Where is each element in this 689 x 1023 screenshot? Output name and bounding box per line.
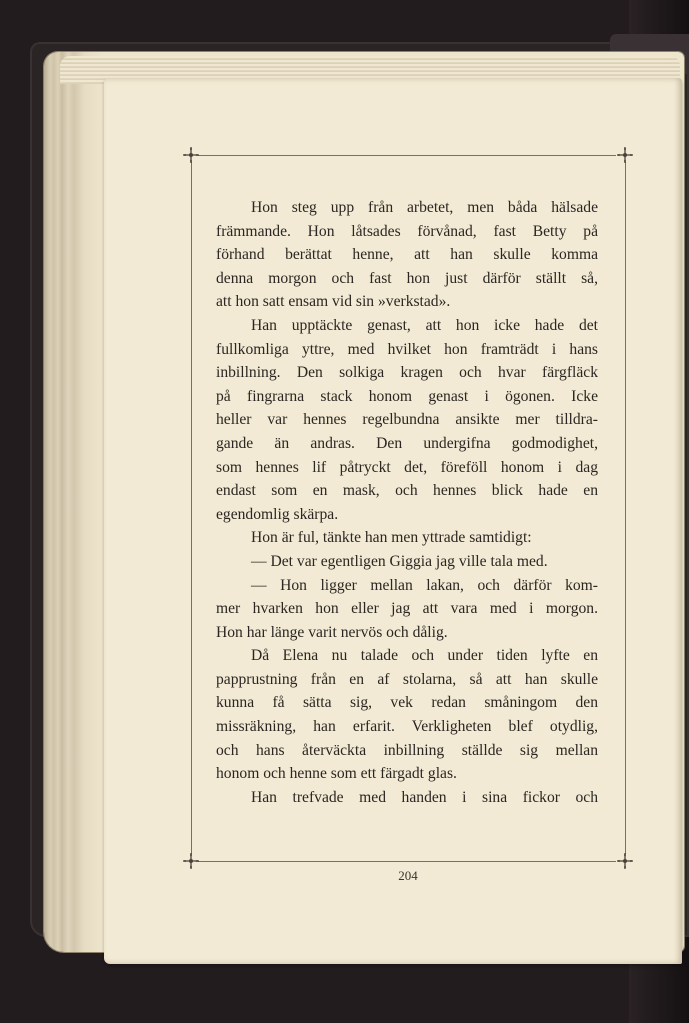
text-line: Hon är ful, tänkte han men yttrade samtidigt: xyxy=(251,529,532,547)
text-line: egendomlig skärpa. xyxy=(216,505,339,523)
text-line: kunna få sätta sig, vek redan småningom den xyxy=(216,694,598,712)
text-line: inbillning. Den solkiga kragen och hvar färgfläck xyxy=(216,364,598,382)
text-line: Hon har länge varit nervös och dålig. xyxy=(216,623,448,641)
frame-top-rule xyxy=(198,155,616,156)
corner-ornament-top-right xyxy=(615,145,635,165)
text-line: och hans återväckta inbillning ställde sig mellan xyxy=(216,741,598,759)
text-line: Då Elena nu talade och under tiden lyfte en xyxy=(251,647,598,665)
text-line: missräkning, han erfarit. Verkligheten blef otydlig, xyxy=(216,718,598,736)
corner-ornament-bottom-left xyxy=(181,851,201,871)
text-line: endast som en mask, och hennes blick hade en xyxy=(216,482,598,500)
text-line: — Hon ligger mellan lakan, och därför kom- xyxy=(251,576,598,594)
text-line: mer hvarken hon eller jag att vara med i morgon. xyxy=(216,600,598,618)
frame-bottom-rule xyxy=(198,861,616,862)
text-line: papprustning från en af stolarna, så att han skulle xyxy=(216,670,598,688)
frame-right-rule xyxy=(625,162,626,854)
text-line: Han upptäckte genast, att hon icke hade det xyxy=(251,316,598,334)
text-line: gande än andras. Den undergifna godmodighet, xyxy=(216,434,598,452)
frame-left-rule xyxy=(191,162,192,854)
text-line: främmande. Hon låtsades förvånad, fast Betty på xyxy=(216,222,598,240)
page-text xyxy=(216,196,598,809)
text-line: förhand berättat henne, att han skulle komma xyxy=(216,246,598,264)
text-line: Han trefvade med handen i sina fickor och xyxy=(251,788,598,806)
corner-ornament-bottom-right xyxy=(615,851,635,871)
text-line: heller var hennes regelbundna ansikte mer tilldra- xyxy=(216,411,598,429)
text-line: att hon satt ensam vid sin »verkstad». xyxy=(216,293,451,311)
corner-ornament-top-left xyxy=(181,145,201,165)
page-number: 204 xyxy=(398,868,418,883)
text-line: denna morgon och fast hon just därför ställt så, xyxy=(216,269,598,287)
text-line: Hon steg upp från arbetet, men båda hälsade xyxy=(251,199,598,216)
text-line: — Det var egentligen Giggia jag ville tala med. xyxy=(251,552,548,570)
text-line: fullkomliga yttre, med hvilket hon framträdt i hans xyxy=(216,340,598,358)
text-line: som hennes lif påtryckt det, föreföll honom i dag xyxy=(216,458,598,476)
text-line: honom och henne som ett färgadt glas. xyxy=(216,765,457,783)
text-line: på fingrarna stack honom genast i ögonen. Icke xyxy=(216,387,598,405)
